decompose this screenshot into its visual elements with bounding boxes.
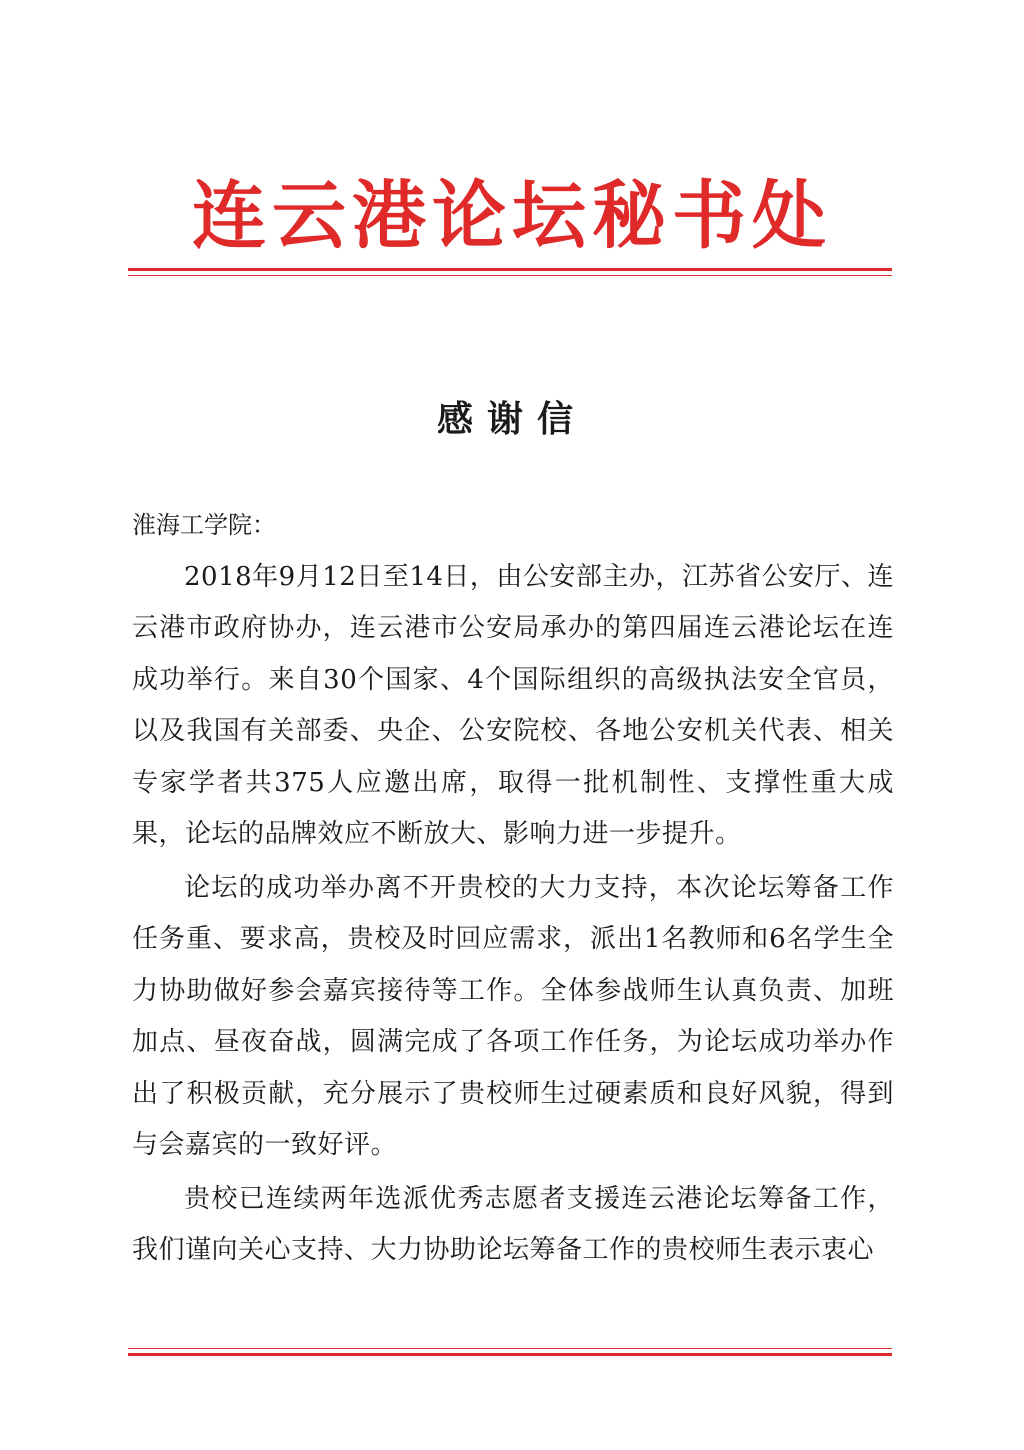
document-title: 感谢信	[436, 398, 587, 440]
paragraph-1: 2018年9月12日至14日，由公安部主办，江苏省公安厅、连云港市政府协办，连云港市公安局承办的第四届连云港论坛在连成功举行。来自30个国家、4个国际组织的高级执法安全官员，以及我国有关部委、央企、公安院校、各地公安机关代表、相关专家学者共375人应邀出席，取得一批机制性、支撑性重大成果，论坛的品牌效应不断放大、影响力进一步提升。	[132, 561, 894, 849]
footer-divider-thick	[128, 1353, 892, 1356]
letterhead-title: 连云港论坛秘书处	[192, 173, 832, 259]
paragraph-2: 论坛的成功举办离不开贵校的大力支持，本次论坛筹备工作任务重、要求高，贵校及时回应需求，派出1名教师和6名学生全力协助做好参会嘉宾接待等工作。全体参战师生认真负责、加班加点、昼夜奋战，圆满完成了各项工作任务，为论坛成功举办作出了积极贡献，充分展示了贵校师生过硬素质和良好风貌，得到与会嘉宾的一致好评。	[132, 872, 894, 1160]
footer-divider-thin	[128, 1348, 892, 1349]
paragraph-3: 贵校已连续两年选派优秀志愿者支援连云港论坛筹备工作，我们谨向关心支持、大力协助论坛筹备工作的贵校师生表示衷心	[132, 1183, 894, 1265]
letter-body	[132, 500, 894, 1277]
letterhead-divider-thin	[128, 275, 892, 276]
letterhead-divider-thick	[128, 268, 892, 271]
salutation: 淮海工学院：	[132, 511, 276, 539]
